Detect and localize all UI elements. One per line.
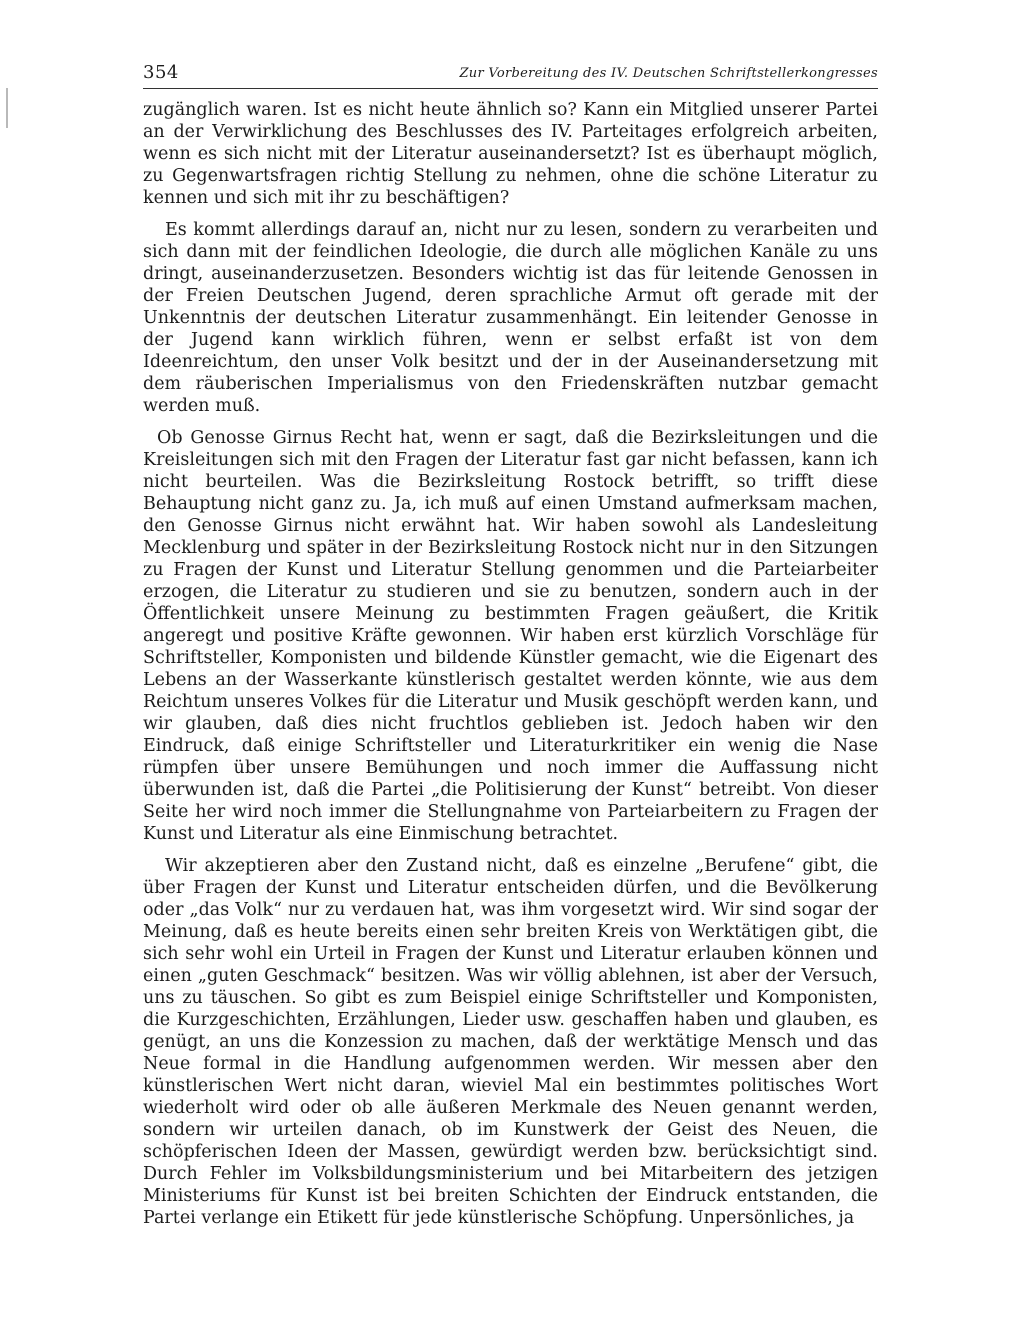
paragraph-4: Wir akzeptieren aber den Zustand nicht, daß es einzelne „Berufene“ gibt, die über Fragen der Kunst und Literatur entscheiden dürfen, und die Bevölkerung oder „das Volk“ nur zu verdauen hat, was ihm vorgesetzt wird. Wir sind sogar der Meinung, daß es heute bereits einen sehr breiten Kreis von Werktätigen gibt, die sich sehr wohl ein Urteil in Fragen der Kunst und Literatur erlauben können und einen „guten Geschmack“ besitzen. Was wir völlig ablehnen, ist aber der Versuch, uns zu täuschen. So gibt es zum Beispiel einige Schriftsteller und Komponisten, die Kurzgeschichten, Erzählungen, Lieder usw. geschaffen haben und glauben, es genügt, an uns die Konzession zu machen, daß der werktätige Mensch und das Neue formal in die Handlung aufgenommen werden. Wir messen aber den künstlerischen Wert nicht daran, wieviel Mal ein bestimmtes politisches Wort wiederholt wird oder ob alle äußeren Merkmale des Neuen genannt werden, sondern wir urteilen danach, ob im Kunstwerk der Geist des Neuen, die schöpferischen Ideen der Massen, gewürdigt werden bzw. berücksichtigt sind. Durch Fehler im Volksbildungsministerium und bei Mitarbeitern des jetzigen Ministeriums für Kunst ist bei breiten Schichten der Eindruck entstanden, die Partei verlange ein Etikett für jede künstlerische Schöpfung. Unpersönliches, ja (143, 856, 878, 1228)
page-number: 354 (143, 62, 179, 83)
paragraph-2: Es kommt allerdings darauf an, nicht nur zu lesen, sondern zu verarbeiten und sich dann mit der feindlichen Ideologie, die durch alle möglichen Kanäle zu uns dringt, auseinanderzusetzen. Besonders wichtig ist das für leitende Genossen in der Freien Deutschen Jugend, deren sprachliche Armut oft gerade mit der Unkenntnis der deutschen Literatur zusammenhängt. Ein leitender Genosse in der Jugend kann wirklich führen, wenn er selbst erfaßt ist von dem Ideenreichtum, den unser Volk besitzt und der in der Auseinandersetzung mit dem räuberischen Imperialismus von den Friedenskräften nutzbar gemacht werden muß. (143, 220, 878, 416)
document-page (143, 60, 878, 1239)
paragraph-1: zugänglich waren. Ist es nicht heute ähnlich so? Kann ein Mitglied unserer Partei an der Verwirklichung des Beschlusses des IV. Parteitages erfolgreich arbeiten, wenn es sich nicht mit der Literatur auseinandersetzt? Ist es überhaupt möglich, zu Gegenwartsfragen richtig Stellung zu nehmen, ohne die schöne Literatur zu kennen und sich mit ihr zu beschäftigen? (143, 100, 878, 208)
running-head: Zur Vorbereitung des IV. Deutschen Schriftstellerkongresses (459, 66, 878, 81)
paragraph-3: Ob Genosse Girnus Recht hat, wenn er sagt, daß die Bezirksleitungen und die Kreisleitungen sich mit den Fragen der Literatur fast gar nicht befassen, kann ich nicht beurteilen. Was die Bezirksleitung Rostock betrifft, so trifft diese Behauptung nicht ganz zu. Ja, ich muß auf einen Umstand aufmerksam machen, den Genosse Girnus nicht erwähnt hat. Wir haben sowohl als Landesleitung Mecklenburg und später in der Bezirksleitung Rostock nicht nur in den Sitzungen zu Fragen der Kunst und Literatur Stellung genommen und die Parteiarbeiter erzogen, die Literatur zu studieren und sie zu benutzen, sondern auch in der Öffentlichkeit unsere Meinung zu bestimmten Fragen geäußert, die Kritik angeregt und positive Kräfte gewonnen. Wir haben erst kürzlich Vorschläge für Schriftsteller, Komponisten und bildende Künstler gemacht, wie die Eigenart des Lebens an der Wasserkante künstlerisch gestaltet werden könnte, wie aus dem Reichtum unseres Volkes für die Literatur und Musik geschöpft werden kann, und wir glauben, daß dies nicht fruchtlos geblieben ist. Jedoch haben wir den Eindruck, daß einige Schriftsteller und Literaturkritiker ein wenig die Nase rümpfen über unsere Bemühungen und noch immer die Auffassung nicht überwunden ist, daß die Partei „die Politisierung der Kunst“ betreibt. Von dieser Seite her wird noch immer die Stellungnahme von Parteiarbeitern zu Fragen der Kunst und Literatur als eine Einmischung betrachtet. (143, 428, 878, 844)
scan-margin-mark (6, 88, 8, 128)
page-header (143, 60, 878, 89)
body-text (143, 99, 878, 1229)
